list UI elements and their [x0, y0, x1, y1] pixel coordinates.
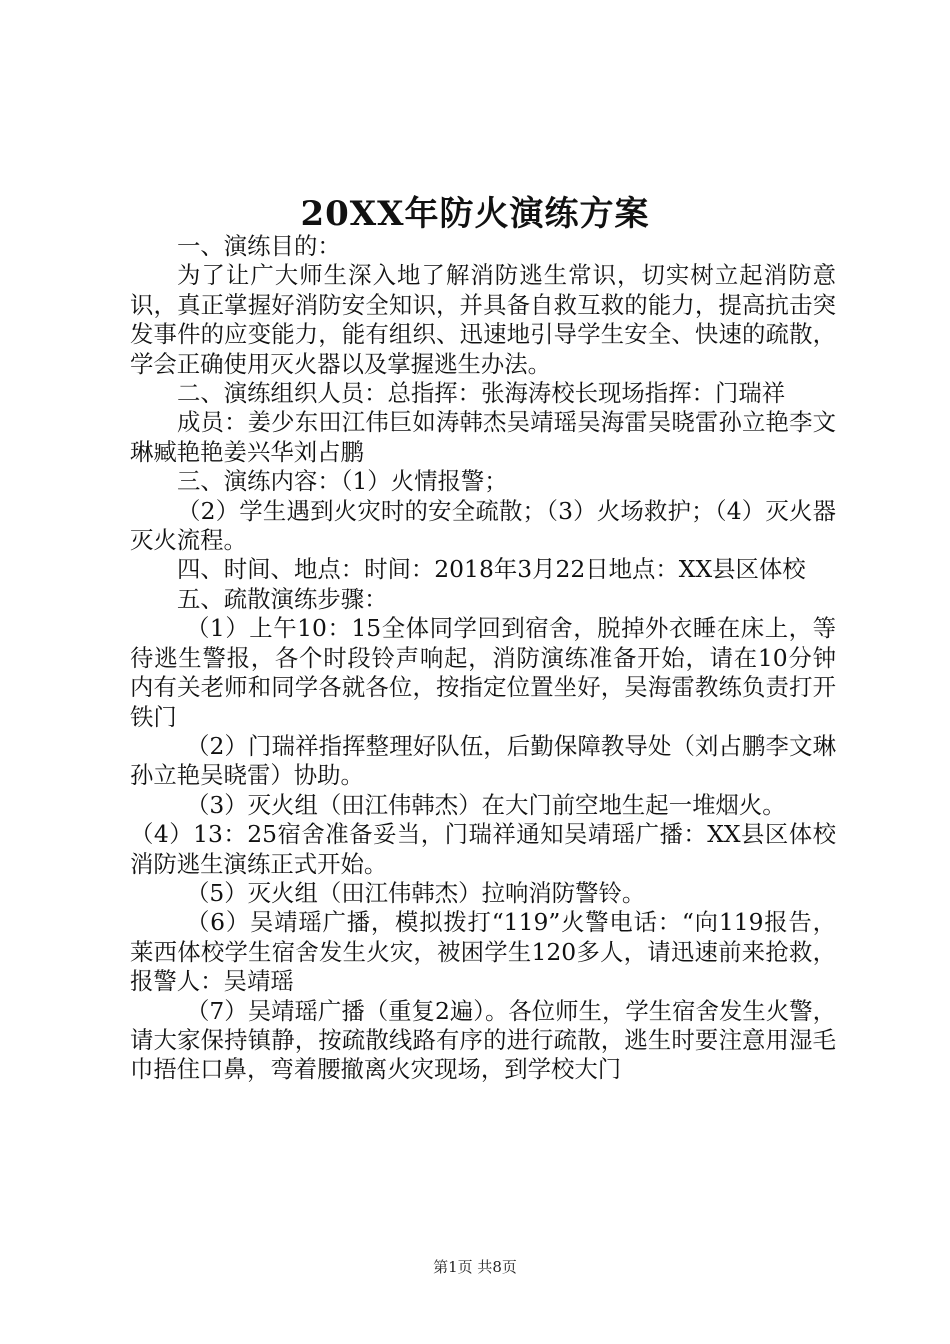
page-footer: 第1页 共8页 [433, 1258, 517, 1276]
section-heading-organizers: 二、演练组织人员：总指挥：张海涛校长现场指挥：门瑞祥 [177, 379, 786, 408]
step-7: （7）吴靖瑶广播（重复2遍）。各位师生，学生宿舍发生火警，请大家保持镇静，按疏散线路有序的进行疏散，逃生时要注意用湿毛巾捂住口鼻，弯着腰撤离火灾现场，到学校大门 [130, 996, 836, 1084]
paragraph-content-items: （2）学生遇到火灾时的安全疏散；（3）火场救护；（4）灭火器灭火流程。 [130, 496, 836, 555]
paragraph-purpose: 为了让广大师生深入地了解消防逃生常识，切实树立起消防意识，真正掌握好消防安全知识，并具备自救互救的能力，提高抗击突发事件的应变能力，能有组织、迅速地引导学生安全、快速的疏散，学会正确使用灭火器以及掌握逃生办法。 [130, 261, 836, 378]
step-3: （3）灭火组（田江伟韩杰）在大门前空地生起一堆烟火。 [186, 790, 786, 819]
step-6: （6）吴靖瑶广播，模拟拨打“119”火警电话：“向119报告，莱西体校学生宿舍发生火灾，被困学生120多人，请迅速前来抢救，报警人：吴靖瑶 [130, 908, 836, 996]
document-body [130, 232, 836, 1085]
step-1: （1）上午10：15全体同学回到宿舍，脱掉外衣睡在床上，等待逃生警报，各个时段铃声响起，消防演练准备开始，请在10分钟内有关老师和同学各就各位，按指定位置坐好，吴海雷教练负责打开铁门 [130, 614, 836, 731]
section-heading-content: 三、演练内容：（1）火情报警； [177, 467, 508, 496]
section-heading-purpose: 一、演练目的： [177, 232, 341, 260]
step-4: （4）13：25宿舍准备妥当，门瑞祥通知吴靖瑶广播：XX县区体校消防逃生演练正式开始。 [130, 820, 836, 878]
section-heading-time-place: 四、时间、地点：时间：2018年3月22日地点：XX县区体校 [177, 555, 806, 584]
step-5: （5）灭火组（田江伟韩杰）拉响消防警铃。 [186, 878, 646, 907]
section-heading-steps: 五、疏散演练步骤： [177, 584, 388, 613]
step-2: （2）门瑞祥指挥整理好队伍，后勤保障教导处（刘占鹏李文琳孙立艳吴晓雷）协助。 [130, 731, 836, 790]
document-title: 20XX年防火演练方案 [300, 194, 650, 234]
paragraph-members: 成员：姜少东田江伟巨如涛韩杰吴靖瑶吴海雷吴晓雷孙立艳李文琳臧艳艳姜兴华刘占鹏 [130, 408, 836, 466]
